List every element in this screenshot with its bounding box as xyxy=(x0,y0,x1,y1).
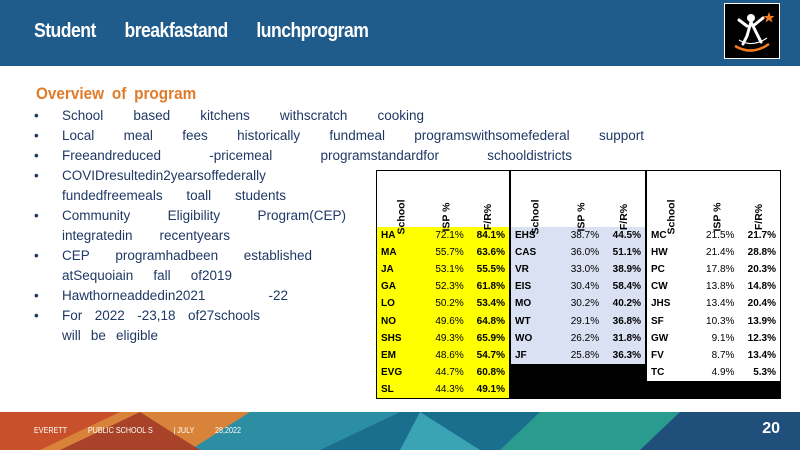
column-header: ISP % xyxy=(440,202,453,231)
isp-cell: 25.8% xyxy=(561,347,604,364)
footer-part: | JULY xyxy=(173,426,195,435)
fr-cell: 13.4% xyxy=(738,347,780,364)
table-row xyxy=(647,261,781,278)
fr-cell: 64.8% xyxy=(468,312,510,329)
title-part: Student xyxy=(34,20,96,42)
fr-cell: 55.5% xyxy=(468,261,510,278)
column-header: ISP % xyxy=(711,202,724,231)
isp-cell: 44.3% xyxy=(426,381,468,398)
isp-cell: 13.4% xyxy=(696,295,738,312)
fr-cell: 36.8% xyxy=(603,312,645,329)
school-cell: MO xyxy=(511,295,561,312)
isp-cell: 9.1% xyxy=(696,330,738,347)
school-cell: HA xyxy=(377,227,426,244)
isp-cell: 48.6% xyxy=(426,347,468,364)
fr-cell: 20.3% xyxy=(738,261,780,278)
word: Eligibility xyxy=(167,208,221,223)
fr-cell: 5.3% xyxy=(738,364,780,381)
fr-cell: 38.9% xyxy=(603,261,645,278)
isp-cell: 36.0% xyxy=(561,244,604,261)
table-row xyxy=(377,330,510,347)
table-row xyxy=(511,244,646,261)
isp-cell: 30.4% xyxy=(561,278,604,295)
school-cell: LO xyxy=(377,295,426,312)
word: • CEP xyxy=(62,248,90,263)
isp-cell: 29.1% xyxy=(561,312,604,329)
logo-icon xyxy=(724,3,780,59)
isp-cell: 26.2% xyxy=(561,330,604,347)
school-cell: FV xyxy=(647,347,697,364)
column-header: F/R% xyxy=(753,203,766,230)
word: schooldistricts xyxy=(487,148,572,163)
school-cell: GA xyxy=(377,278,426,295)
fr-cell: 65.9% xyxy=(468,330,510,347)
footer-bar xyxy=(0,412,800,450)
bullet-item xyxy=(36,146,616,166)
school-cell xyxy=(647,381,697,398)
fr-cell: 53.4% xyxy=(468,295,510,312)
table-row xyxy=(511,330,646,347)
word: • COVIDresultedin2yearsoffederally xyxy=(62,168,266,183)
column-header: ISP % xyxy=(575,202,588,231)
word: based xyxy=(133,108,171,123)
word: kitchens xyxy=(200,108,250,123)
school-cell: HW xyxy=(647,244,697,261)
school-cell xyxy=(511,381,561,398)
fr-cell: 61.8% xyxy=(468,278,510,295)
school-cell: GW xyxy=(647,330,697,347)
word: • For xyxy=(62,308,83,323)
isp-cell: 30.2% xyxy=(561,295,604,312)
title-part: lunchprogram xyxy=(256,20,369,42)
school-cell: WO xyxy=(511,330,561,347)
isp-cell: 17.8% xyxy=(696,261,738,278)
isp-cell: 33.0% xyxy=(561,261,604,278)
table-row xyxy=(511,364,646,381)
table-row xyxy=(377,295,510,312)
fr-cell: 36.3% xyxy=(603,347,645,364)
isp-cell: 53.1% xyxy=(426,261,468,278)
word: -23,18 xyxy=(137,308,176,323)
heading-part: of xyxy=(111,84,127,103)
word: -pricemeal xyxy=(209,148,273,163)
fr-cell: 13.9% xyxy=(738,312,780,329)
word: students xyxy=(234,188,286,203)
school-cell: SHS xyxy=(377,330,426,347)
school-cell: MC xyxy=(647,227,697,244)
school-cell: WT xyxy=(511,312,561,329)
word: be xyxy=(90,328,106,343)
word: established xyxy=(243,248,312,263)
isp-cell: 13.8% xyxy=(696,278,738,295)
word: fall xyxy=(153,268,171,283)
school-cell: SL xyxy=(377,381,426,398)
table-row xyxy=(647,381,781,398)
word: meal xyxy=(123,128,153,143)
table-row xyxy=(377,261,510,278)
isp-cell: 10.3% xyxy=(696,312,738,329)
word: cooking xyxy=(377,108,424,123)
school-cell: EVG xyxy=(377,364,426,381)
fr-cell: 28.8% xyxy=(738,244,780,261)
column-header: School xyxy=(665,198,678,235)
table-mid-eligibility xyxy=(510,170,646,399)
heading-part: program xyxy=(134,84,197,103)
school-cell: PC xyxy=(647,261,697,278)
isp-cell: 49.3% xyxy=(426,330,468,347)
word: fundmeal xyxy=(329,128,385,143)
isp-cell xyxy=(561,364,604,381)
word: Program(CEP) xyxy=(257,208,346,223)
word: support xyxy=(598,128,644,143)
school-cell: SF xyxy=(647,312,697,329)
word: integratedin xyxy=(62,228,133,243)
table-row xyxy=(511,278,646,295)
school-cell: JA xyxy=(377,261,426,278)
word: of27schools xyxy=(187,308,260,323)
table-row xyxy=(511,295,646,312)
word: fees xyxy=(182,128,208,143)
column-header: F/R% xyxy=(482,203,495,230)
fr-cell: 14.8% xyxy=(738,278,780,295)
table-row xyxy=(511,381,646,398)
word: -22 xyxy=(268,288,288,303)
isp-cell xyxy=(561,381,604,398)
word: recentyears xyxy=(159,228,230,243)
column-header: School xyxy=(395,198,408,235)
table-row xyxy=(377,312,510,329)
fr-cell: 60.8% xyxy=(468,364,510,381)
table-row xyxy=(647,278,781,295)
table-row xyxy=(511,347,646,364)
word: withscratch xyxy=(279,108,348,123)
footer-part: PUBLIC SCHOOL S xyxy=(87,426,153,435)
table-row xyxy=(647,347,781,364)
table-row xyxy=(647,295,781,312)
school-cell: EIS xyxy=(511,278,561,295)
isp-cell: 21.4% xyxy=(696,244,738,261)
footer-part: EVERETT xyxy=(34,426,68,435)
isp-cell xyxy=(696,381,738,398)
school-cell: EM xyxy=(377,347,426,364)
word: toall xyxy=(186,188,212,203)
fr-cell: 49.1% xyxy=(468,381,510,398)
column-header: F/R% xyxy=(618,203,631,230)
school-cell: TC xyxy=(647,364,697,381)
header-bar xyxy=(0,0,800,66)
table-row xyxy=(377,244,510,261)
fr-cell: 40.2% xyxy=(603,295,645,312)
word: • Community xyxy=(62,208,131,223)
school-cell: EHS xyxy=(511,227,561,244)
word: atSequoiain xyxy=(62,268,134,283)
page-number: 20 xyxy=(762,420,780,437)
bullet-item xyxy=(36,106,616,126)
word: will xyxy=(62,328,81,343)
footer-part: 28,2022 xyxy=(214,426,241,435)
fr-cell: 44.5% xyxy=(603,227,645,244)
fr-cell: 20.4% xyxy=(738,295,780,312)
isp-cell: 49.6% xyxy=(426,312,468,329)
table-low-eligibility xyxy=(646,170,781,399)
column-header: School xyxy=(529,198,542,235)
title-part: breakfastand xyxy=(124,20,228,42)
table-row xyxy=(647,312,781,329)
fr-cell xyxy=(738,381,780,398)
fr-cell: 58.4% xyxy=(603,278,645,295)
heading-part: Overview xyxy=(36,84,105,103)
table-row xyxy=(511,261,646,278)
fr-cell xyxy=(603,364,645,381)
word: 2022 xyxy=(94,308,125,323)
fr-cell: 54.7% xyxy=(468,347,510,364)
isp-cell: 52.3% xyxy=(426,278,468,295)
slide-title xyxy=(34,20,368,43)
table-row xyxy=(511,312,646,329)
isp-cell: 44.7% xyxy=(426,364,468,381)
school-cell: CAS xyxy=(511,244,561,261)
word: programswithsomefederal xyxy=(414,128,570,143)
school-cell: JHS xyxy=(647,295,697,312)
table-row xyxy=(377,364,510,381)
school-cell: CW xyxy=(647,278,697,295)
table-row xyxy=(377,278,510,295)
isp-cell: 72.1% xyxy=(426,227,468,244)
table-row xyxy=(377,347,510,364)
table-row xyxy=(647,244,781,261)
school-cell: NO xyxy=(377,312,426,329)
word: programhadbeen xyxy=(115,248,219,263)
word: historically xyxy=(237,128,301,143)
isp-cell: 21.5% xyxy=(696,227,738,244)
fr-cell xyxy=(603,381,645,398)
table-row xyxy=(377,381,510,398)
word: programstandardfor xyxy=(320,148,440,163)
isp-cell: 4.9% xyxy=(696,364,738,381)
table-row xyxy=(647,330,781,347)
fr-cell: 51.1% xyxy=(603,244,645,261)
word: of2019 xyxy=(190,268,232,283)
word: • Local xyxy=(62,128,95,143)
bullet-item xyxy=(36,126,644,146)
eligibility-tables xyxy=(376,170,781,396)
school-cell: VR xyxy=(511,261,561,278)
isp-cell: 8.7% xyxy=(696,347,738,364)
fr-cell: 21.7% xyxy=(738,227,780,244)
fr-cell: 12.3% xyxy=(738,330,780,347)
word: • Hawthorneaddedin2021 xyxy=(62,288,206,303)
isp-cell: 55.7% xyxy=(426,244,468,261)
school-cell xyxy=(511,364,561,381)
overview-heading xyxy=(36,84,196,104)
word: fundedfreemeals xyxy=(62,188,163,203)
table-high-eligibility xyxy=(376,170,510,399)
word: • School xyxy=(62,108,104,123)
isp-cell: 38.7% xyxy=(561,227,604,244)
table-row xyxy=(647,364,781,381)
school-cell: JF xyxy=(511,347,561,364)
fr-cell: 84.1% xyxy=(468,227,510,244)
school-cell: MA xyxy=(377,244,426,261)
word: • Freeandreduced xyxy=(62,148,162,163)
fr-cell: 31.8% xyxy=(603,330,645,347)
word: eligible xyxy=(115,328,158,343)
footer-text xyxy=(34,426,241,435)
isp-cell: 50.2% xyxy=(426,295,468,312)
fr-cell: 63.6% xyxy=(468,244,510,261)
